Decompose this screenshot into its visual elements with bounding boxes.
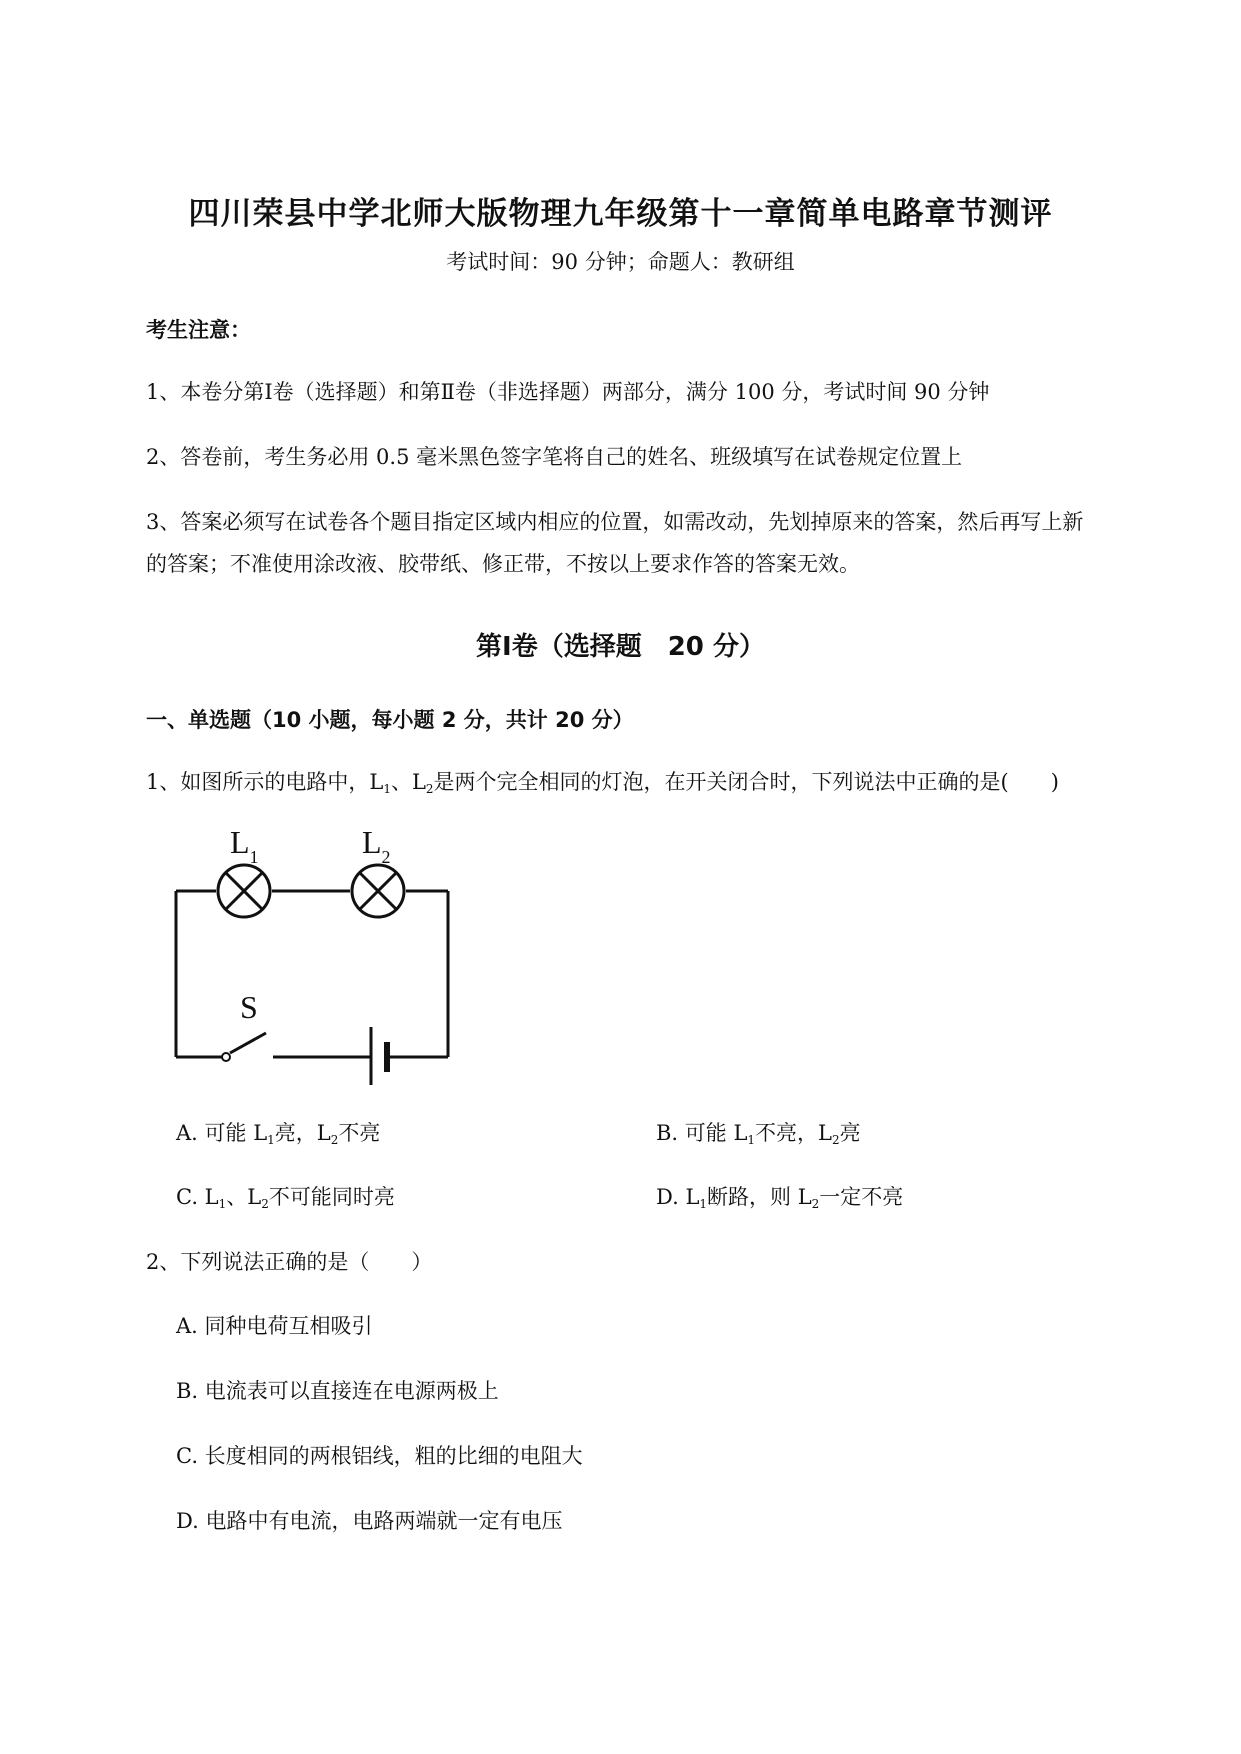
option-text: 不可能同时亮 xyxy=(268,1185,395,1209)
switch-contact-icon xyxy=(222,1053,230,1061)
lamp-l1-icon xyxy=(218,865,270,917)
label-s: S xyxy=(240,989,258,1025)
option-text: 亮，L xyxy=(274,1121,331,1145)
option-text: 断路，则 L xyxy=(707,1185,812,1209)
option-text: C. L xyxy=(176,1185,219,1209)
option-text: 亮 xyxy=(839,1121,861,1145)
circuit-diagram xyxy=(168,820,458,1085)
notice-item-1: 1、本卷分第Ⅰ卷（选择题）和第Ⅱ卷（非选择题）两部分，满分 100 分，考试时间 90 分钟 xyxy=(146,380,990,404)
question-1-stem xyxy=(146,766,1059,796)
question-2-stem: 2、下列说法正确的是（ ） xyxy=(146,1250,433,1274)
option-sub: 2 xyxy=(261,1197,269,1211)
q1-stem-part: 是两个完全相同的灯泡，在开关闭合时，下列说法中正确的是( ) xyxy=(433,770,1059,794)
part-heading: 一、单选题（10 小题，每小题 2 分，共计 20 分） xyxy=(146,708,634,732)
exam-subtitle: 考试时间：90 分钟；命题人：教研组 xyxy=(446,250,795,274)
option-sub: 1 xyxy=(218,1197,227,1211)
q2-option-a[interactable]: A. 同种电荷互相吸引 xyxy=(176,1314,373,1338)
q1-stem-part: 、L xyxy=(390,770,426,794)
notice-item-3: 3、答案必须写在试卷各个题目指定区域内相应的位置，如需改动，先划掉原来的答案，然后再写上新 xyxy=(146,510,1084,534)
q1-sub: 2 xyxy=(425,782,434,796)
q1-stem-part: 1、如图所示的电路中，L xyxy=(146,770,384,794)
battery-icon xyxy=(371,1027,387,1085)
label-l1: $L_1$ xyxy=(230,824,259,867)
option-sub: 2 xyxy=(811,1197,820,1211)
option-text: 不亮，L xyxy=(755,1121,832,1145)
option-text: D. L xyxy=(656,1185,700,1209)
option-text: 不亮 xyxy=(338,1121,381,1145)
q1-option-b[interactable] xyxy=(656,1117,861,1147)
q2-option-c[interactable]: C. 长度相同的两根铝线，粗的比细的电阻大 xyxy=(176,1444,583,1468)
page-title: 四川荣县中学北师大版物理九年级第十一章简单电路章节测评 xyxy=(188,196,1053,232)
option-text: 一定不亮 xyxy=(819,1185,904,1209)
notice-item-3-cont: 的答案；不准使用涂改液、胶带纸、修正带，不按以上要求作答的答案无效。 xyxy=(146,552,860,576)
notice-heading: 考生注意： xyxy=(146,318,251,342)
option-sub: 1 xyxy=(267,1133,275,1147)
lamp-l2-icon xyxy=(352,865,404,917)
option-text: B. 可能 L xyxy=(656,1121,748,1145)
option-text: 、L xyxy=(226,1185,262,1209)
q1-option-c[interactable] xyxy=(176,1181,395,1211)
section-title: 第Ⅰ卷（选择题 20 分） xyxy=(476,632,765,662)
q1-option-a[interactable] xyxy=(176,1117,380,1147)
option-sub: 1 xyxy=(699,1197,708,1211)
option-text: A. 可能 L xyxy=(176,1121,268,1145)
q2-option-d[interactable]: D. 电路中有电流，电路两端就一定有电压 xyxy=(176,1509,563,1533)
notice-item-2: 2、答卷前，考生务必用 0.5 毫米黑色签字笔将自己的姓名、班级填写在试卷规定位置上 xyxy=(146,445,963,469)
option-sub: 2 xyxy=(330,1133,339,1147)
q1-option-d[interactable] xyxy=(656,1181,903,1211)
label-l2: $L_2$ xyxy=(362,824,391,867)
q2-option-b[interactable]: B. 电流表可以直接连在电源两极上 xyxy=(176,1379,499,1403)
option-sub: 2 xyxy=(832,1133,840,1147)
q1-sub: 1 xyxy=(383,782,391,796)
option-sub: 1 xyxy=(747,1133,756,1147)
